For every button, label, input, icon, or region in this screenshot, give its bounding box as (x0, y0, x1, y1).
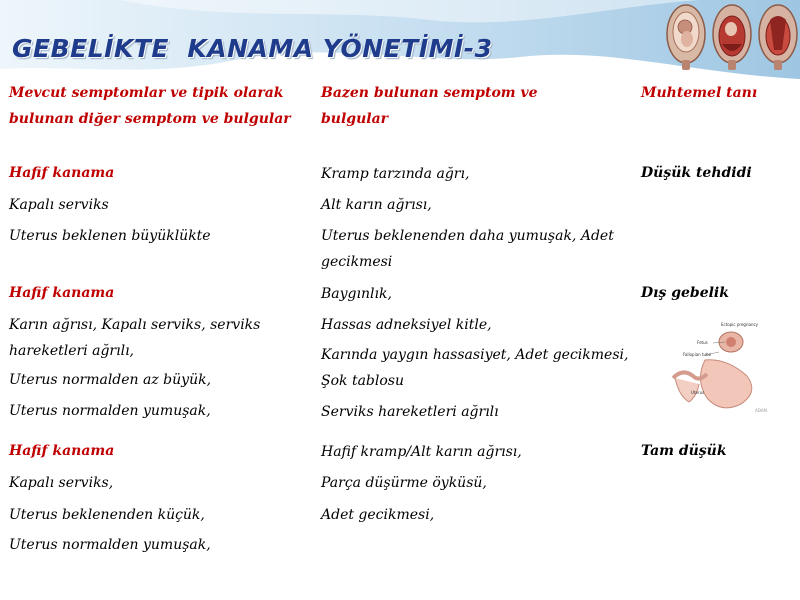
embryo-illustration-1 (667, 5, 705, 70)
section-2-sign: Karın ağrısı, Kapalı serviks, serviks hareketleri ağrılı, (9, 317, 261, 359)
section-3-sometimes: Hafif kramp/Alt karın ağrısı, (321, 444, 522, 460)
ectopic-label: Uterus (691, 390, 705, 395)
section-1-sometimes: Alt karın ağrısı, (321, 197, 432, 213)
embryo-illustration-2 (713, 5, 751, 70)
section-2-sometimes: Baygınlık, (321, 286, 392, 302)
ectopic-label: Fallopian tube (683, 352, 712, 357)
section-3-sign: Uterus beklenenden küçük, (9, 507, 205, 523)
column-header-present-symptoms: Mevcut semptomlar ve tipik olarak bulunan diğer semptom ve bulgular (9, 85, 291, 127)
section-3-sign: Uterus normalden yumuşak, (9, 537, 211, 553)
column-header-sometimes-symptoms: Bazen bulunan semptom ve bulgular (321, 85, 538, 127)
column-header-diagnosis: Muhtemel tanı (641, 85, 758, 101)
embryo-illustration-3 (759, 5, 797, 70)
section-1-diagnosis: Düşük tehdidi (641, 165, 752, 181)
embryo-illustrations-image (664, 2, 800, 74)
ectopic-pregnancy-diagram-image (669, 318, 775, 415)
section-2-sometimes: Serviks hareketleri ağrılı (321, 404, 499, 420)
ectopic-label: Fetus (697, 340, 708, 345)
page-title: GEBELİKTE KANAMA YÖNETİMİ-3 (12, 34, 493, 63)
section-3-sometimes: Parça düşürme öyküsü, (321, 475, 487, 491)
section-1-sign: Uterus beklenen büyüklükte (9, 228, 211, 244)
section-2-sometimes: Şok tablosu (321, 373, 404, 389)
section-1-title: Hafif kanama (9, 165, 115, 181)
section-2-diagnosis: Dış gebelik (641, 285, 729, 301)
section-3-sometimes: Adet gecikmesi, (321, 507, 435, 523)
section-1-sometimes: Kramp tarzında ağrı, (321, 166, 470, 182)
section-2-sometimes: Hassas adneksiyel kitle, (321, 317, 492, 333)
ectopic-watermark: ADAM. (755, 408, 769, 413)
section-1-sometimes: Uterus beklenenden daha yumuşak, Adet gecikmesi (321, 228, 614, 270)
ectopic-label: Ectopic pregnancy (721, 322, 759, 327)
section-2-sign: Uterus normalden az büyük, (9, 372, 212, 388)
section-2-title: Hafif kanama (9, 285, 115, 301)
section-3-diagnosis: Tam düşük (641, 443, 727, 459)
section-2-sometimes: Karında yaygın hassasiyet, Adet gecikmesi, (321, 347, 629, 363)
section-3-title: Hafif kanama (9, 443, 115, 459)
section-2-sign: Uterus normalden yumuşak, (9, 403, 211, 419)
section-3-sign: Kapalı serviks, (9, 475, 114, 491)
section-1-sign: Kapalı serviks (9, 197, 109, 213)
